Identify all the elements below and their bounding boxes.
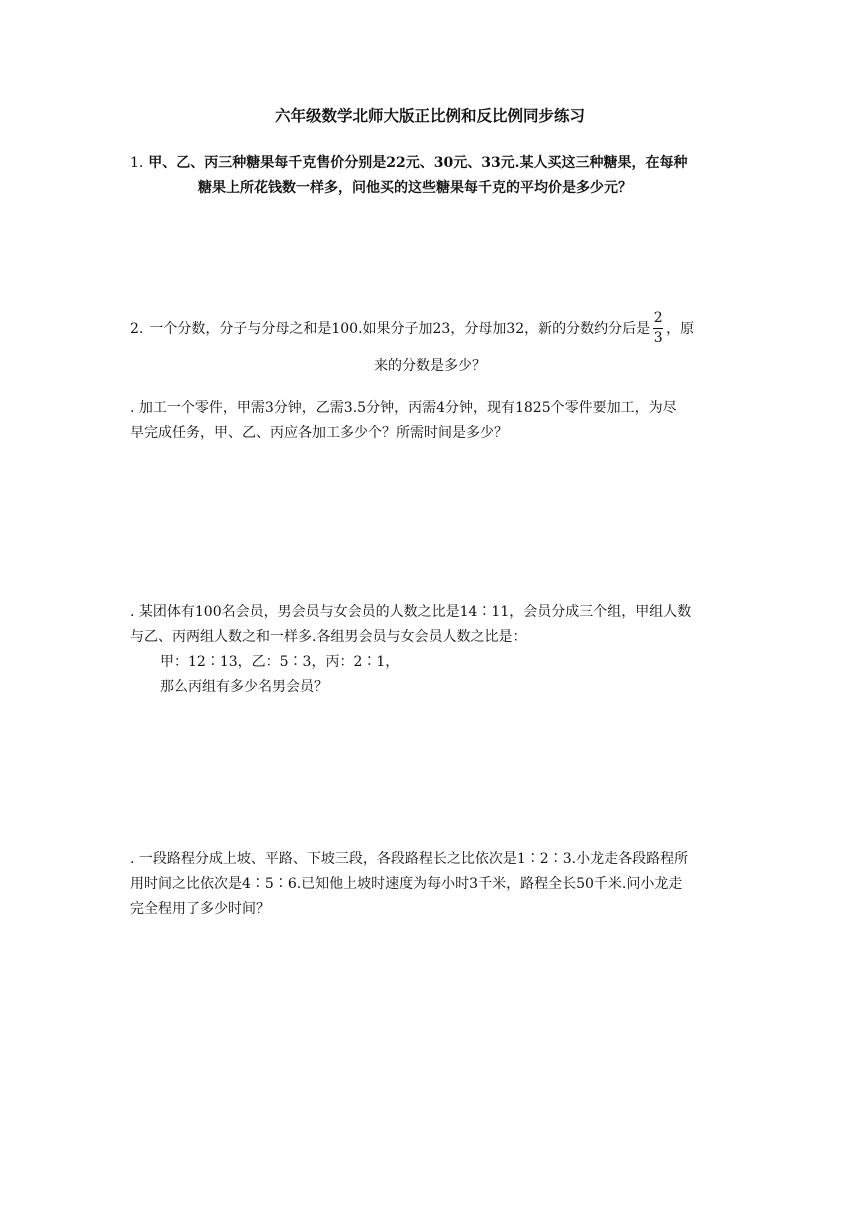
question-4-line-3: 甲：12∶13，乙：5∶3，丙：2∶1， — [160, 654, 400, 670]
page-title: 六年级数学北师大版正比例和反比例同步练习 — [274, 106, 585, 125]
question-4-line-1: . 某团体有100名会员，男会员与女会员的人数之比是14∶11，会员分成三个组，甲组人数 — [130, 604, 692, 620]
question-2-line-2: 来的分数是多少？ — [374, 358, 486, 374]
question-2-number: 2. — [130, 320, 144, 337]
question-5-line-2: 用时间之比依次是4∶5∶6.已知他上坡时速度为每小时3千米，路程全长50千米.问小龙走 — [130, 876, 683, 892]
question-1-line-2: 糖果上所花钱数一样多，问他买的这些糖果每千克的平均价是多少元？ — [198, 180, 632, 196]
question-4 — [130, 600, 730, 700]
question-2 — [130, 310, 730, 377]
question-5 — [130, 847, 730, 922]
question-2-text-after: ，原 — [666, 320, 695, 337]
fraction-numerator: 2 — [653, 310, 663, 326]
question-1 — [130, 151, 730, 201]
question-4-line-2: 与乙、丙两组人数之和一样多.各组男会员与女会员人数之比是： — [130, 629, 527, 645]
fraction — [653, 310, 663, 347]
question-5-line-1: . 一段路程分成上坡、平路、下坡三段，各段路程长之比依次是1∶2∶3.小龙走各段路程所 — [130, 851, 689, 867]
question-2-row-1 — [130, 310, 730, 347]
question-2-text-before: 一个分数，分子与分母之和是100.如果分子加23，分母加32，新的分数约分后是 — [149, 320, 651, 337]
question-1-number: 1. — [130, 155, 144, 171]
question-4-line-4: 那么丙组有多少名男会员？ — [160, 679, 328, 695]
question-3 — [130, 396, 730, 446]
question-1-line-1: 甲、乙、丙三种糖果每千克售价分别是22元、30元、33元.某人买这三种糖果，在每种 — [148, 155, 688, 171]
question-3-line-1: . 加工一个零件，甲需3分钟，乙需3.5分钟，丙需4分钟，现有1825个零件要加工，为尽 — [130, 400, 677, 416]
question-3-line-2: 早完成任务，甲、乙、丙应各加工多少个？所需时间是多少？ — [130, 425, 508, 441]
fraction-denominator: 3 — [653, 330, 663, 346]
fraction-bar — [653, 328, 663, 329]
question-5-line-3: 完全程用了多少时间？ — [130, 901, 270, 917]
